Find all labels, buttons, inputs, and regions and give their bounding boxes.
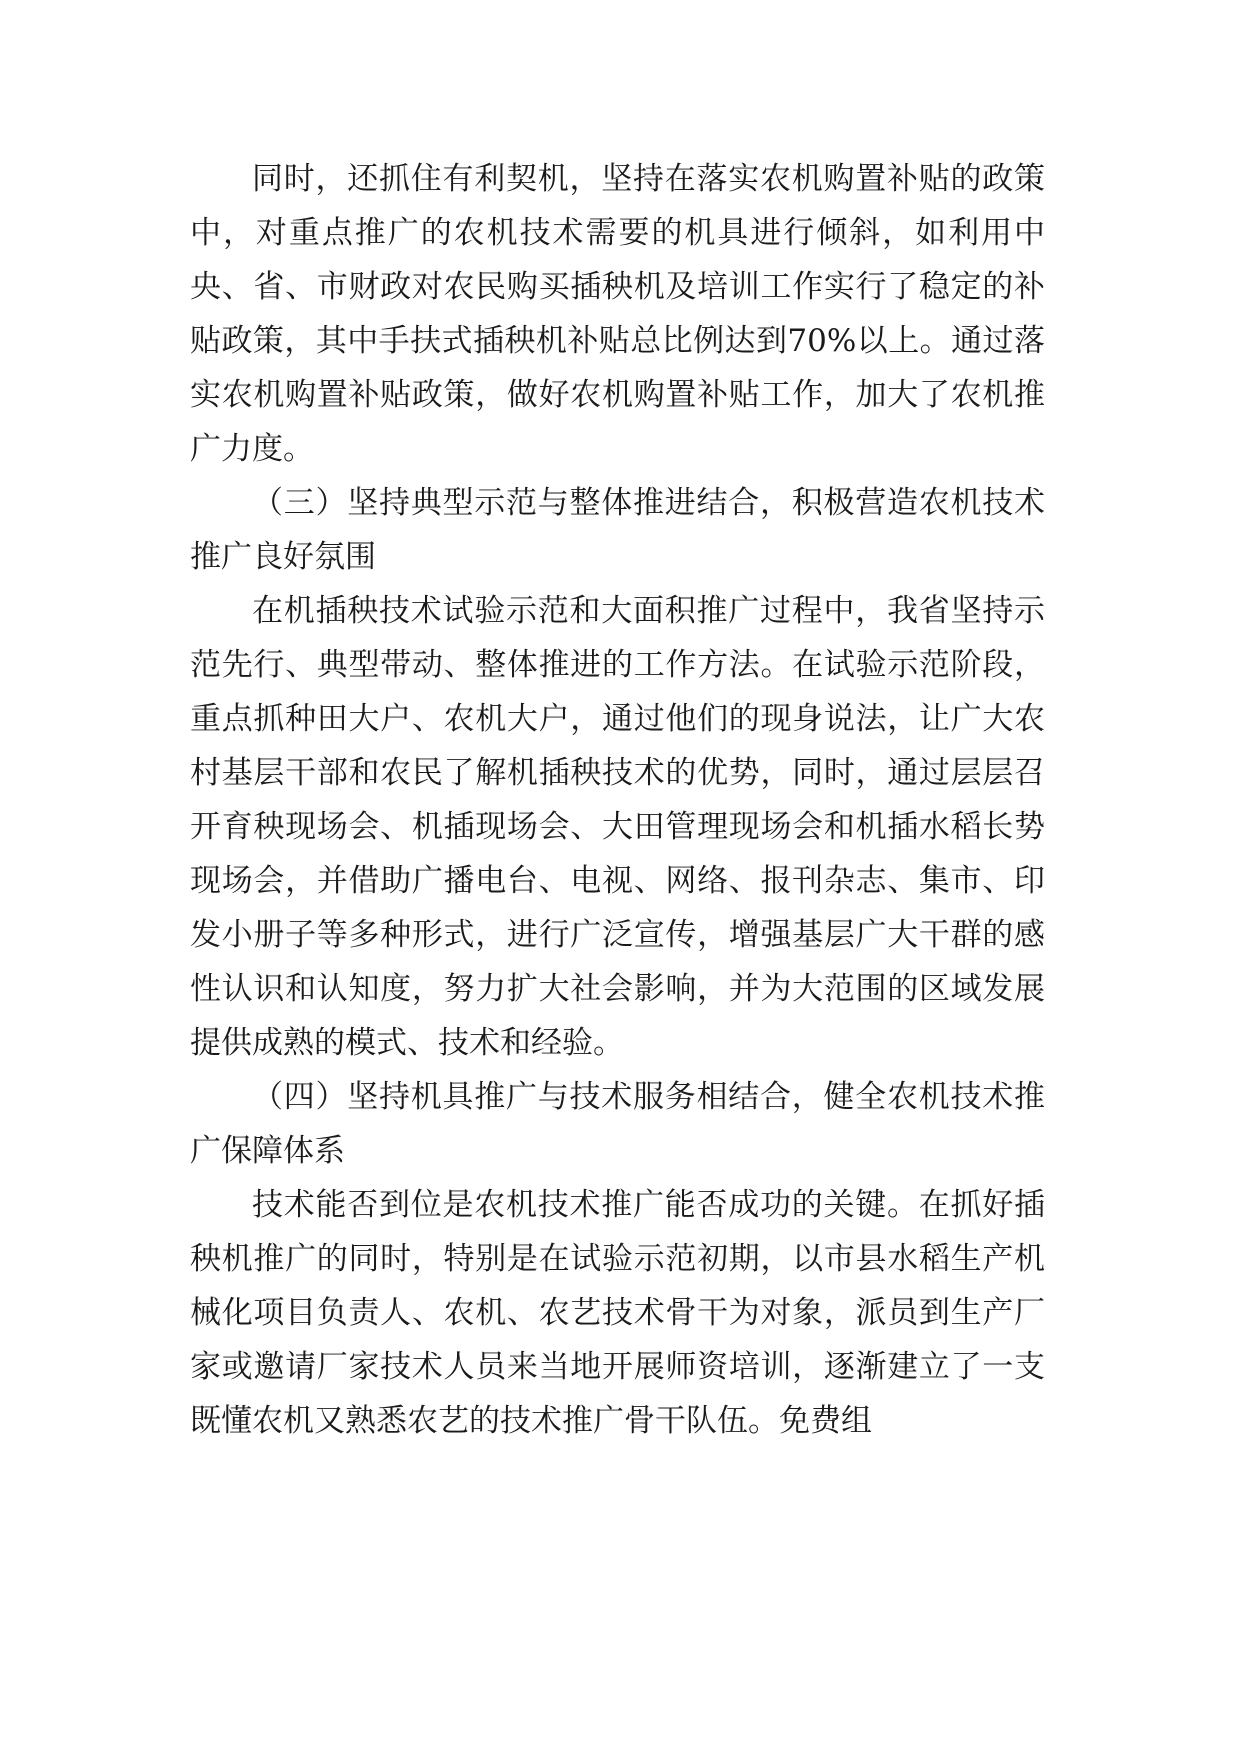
paragraph-demonstration: 在机插秧技术试验示范和大面积推广过程中，我省坚持示范先行、典型带动、整体推进的工作方法。在试验示范阶段，重点抓种田大户、农机大户，通过他们的现身说法，让广大农村基层干部和农民了解机插秧技术的优势，同时，通过层层召开育秧现场会、机插现场会、大田管理现场会和机插水稻长势现场会，并借助广播电台、电视、网络、报刊杂志、集市、印发小册子等多种形式，进行广泛宣传，增强基层广大干群的感性认识和认知度，努力扩大社会影响，并为大范围的区域发展提供成熟的模式、技术和经验。 bbox=[190, 593, 1045, 1061]
paragraph-subsidy-policy: 同时，还抓住有利契机，坚持在落实农机购置补贴的政策中，对重点推广的农机技术需要的机具进行倾斜，如利用中央、省、市财政对农民购买插秧机及培训工作实行了稳定的补贴政策，其中手扶式插秧机补贴总比例达到70%以上。通过落实农机购置补贴政策，做好农机购置补贴工作，加大了农机推广力度。 bbox=[190, 161, 1045, 467]
document-body bbox=[190, 152, 1045, 1448]
paragraph-technical-service: 技术能否到位是农机技术推广能否成功的关键。在抓好插秧机推广的同时，特别是在试验示范初期，以市县水稻生产机械化项目负责人、农机、农艺技术骨干为对象，派员到生产厂家或邀请厂家技术人员来当地开展师资培训，逐渐建立了一支既懂农机又熟悉农艺的技术推广骨干队伍。免费组 bbox=[190, 1187, 1045, 1439]
section-heading-4: （四）坚持机具推广与技术服务相结合，健全农机技术推广保障体系 bbox=[190, 1079, 1045, 1169]
section-heading-3: （三）坚持典型示范与整体推进结合，积极营造农机技术推广良好氛围 bbox=[190, 485, 1045, 575]
